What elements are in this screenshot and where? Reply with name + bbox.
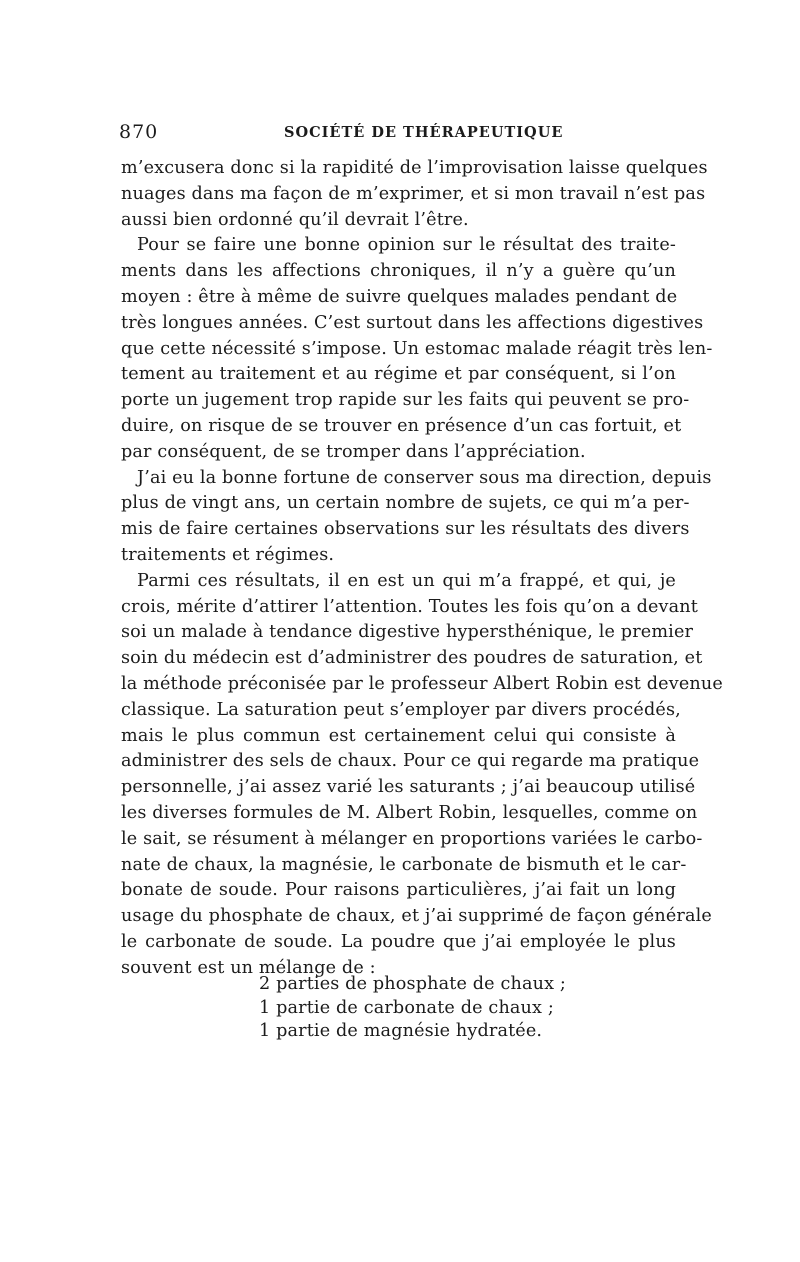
text-line: usage du phosphate de chaux, et j’ai supprimé de façon générale xyxy=(121,906,712,927)
text-line: m’excusera donc si la rapidité de l’improvisation laisse quelques xyxy=(121,158,708,178)
text-line: aussi bien ordonné qu’il devrait l’être. xyxy=(121,209,469,230)
text-line: par conséquent, de se tromper dans l’appréciation. xyxy=(121,441,586,462)
text-line: mis de faire certaines observations sur les résultats des divers xyxy=(121,519,690,540)
text-line: nate de chaux, la magnésie, le carbonate de bismuth et le car- xyxy=(121,854,687,875)
text-line: souvent est un mélange de : xyxy=(121,957,376,978)
running-title: SOCIÉTÉ DE THÉRAPEUTIQUE xyxy=(284,124,564,141)
text-line: soin du médecin est d’administrer des poudres de saturation, et xyxy=(121,648,703,669)
text-line: duire, on risque de se trouver en présence d’un cas fortuit, et xyxy=(121,415,682,436)
text-line: moyen : être à même de suivre quelques malades pendant de xyxy=(121,286,678,307)
text-line: bonate de soude. Pour raisons particulières, j’ai fait un long xyxy=(121,880,676,901)
text-line: le sait, se résument à mélanger en proportions variées le carbo- xyxy=(121,828,703,849)
text-line: ments dans les affections chroniques, il n’y a guère qu’un xyxy=(121,261,676,282)
text-line: J’ai eu la bonne fortune de conserver sous ma direction, depuis xyxy=(137,467,712,488)
text-line: Pour se faire une bonne opinion sur le résultat des traite- xyxy=(137,235,676,256)
text-line: que cette nécessité s’impose. Un estomac malade réagit très len- xyxy=(121,338,713,359)
formula-item: 2 parties de phosphate de chaux ; xyxy=(259,974,566,994)
text-line: Parmi ces résultats, il en est un qui m’a frappé, et qui, je xyxy=(137,570,676,591)
text-line: classique. La saturation peut s’employer par divers procédés, xyxy=(121,699,681,720)
text-line: personnelle, j’ai assez varié les saturants ; j’ai beaucoup utilisé xyxy=(121,777,696,798)
text-line: mais le plus commun est certainement celui qui consiste à xyxy=(121,725,676,746)
formula-list xyxy=(259,973,579,1044)
formula-item: 1 partie de carbonate de chaux ; xyxy=(259,997,554,1018)
text-line: la méthode préconisée par le professeur Albert Robin est devenue xyxy=(121,673,723,694)
body-text xyxy=(121,156,723,982)
text-line: nuages dans ma façon de m’exprimer, et si mon travail n’est pas xyxy=(121,183,706,204)
text-line: soi un malade à tendance digestive hypersthénique, le premier xyxy=(121,622,694,643)
text-line: porte un jugement trop rapide sur les faits qui peuvent se pro- xyxy=(121,390,690,411)
formula-item: 1 partie de magnésie hydratée. xyxy=(259,1021,543,1041)
text-line: plus de vingt ans, un certain nombre de sujets, ce qui m’a per- xyxy=(121,493,690,514)
text-line: traitements et régimes. xyxy=(121,544,335,565)
paragraph-3 xyxy=(121,466,712,569)
page-number: 870 xyxy=(119,121,159,143)
text-line: très longues années. C’est surtout dans les affections digestives xyxy=(121,312,704,333)
text-line: les diverses formules de M. Albert Robin, lesquelles, comme on xyxy=(121,802,698,823)
text-line: tement au traitement et au régime et par conséquent, si l’on xyxy=(121,364,676,385)
text-line: le carbonate de soude. La poudre que j’ai employée le plus xyxy=(121,931,676,952)
page-header xyxy=(119,121,679,143)
text-line: administrer des sels de chaux. Pour ce qui regarde ma pratique xyxy=(121,751,700,772)
paragraph-2 xyxy=(121,233,713,465)
paragraph-4 xyxy=(121,569,723,982)
paragraph-1 xyxy=(121,156,708,233)
text-line: crois, mérite d’attirer l’attention. Toutes les fois qu’on a devant xyxy=(121,596,698,617)
